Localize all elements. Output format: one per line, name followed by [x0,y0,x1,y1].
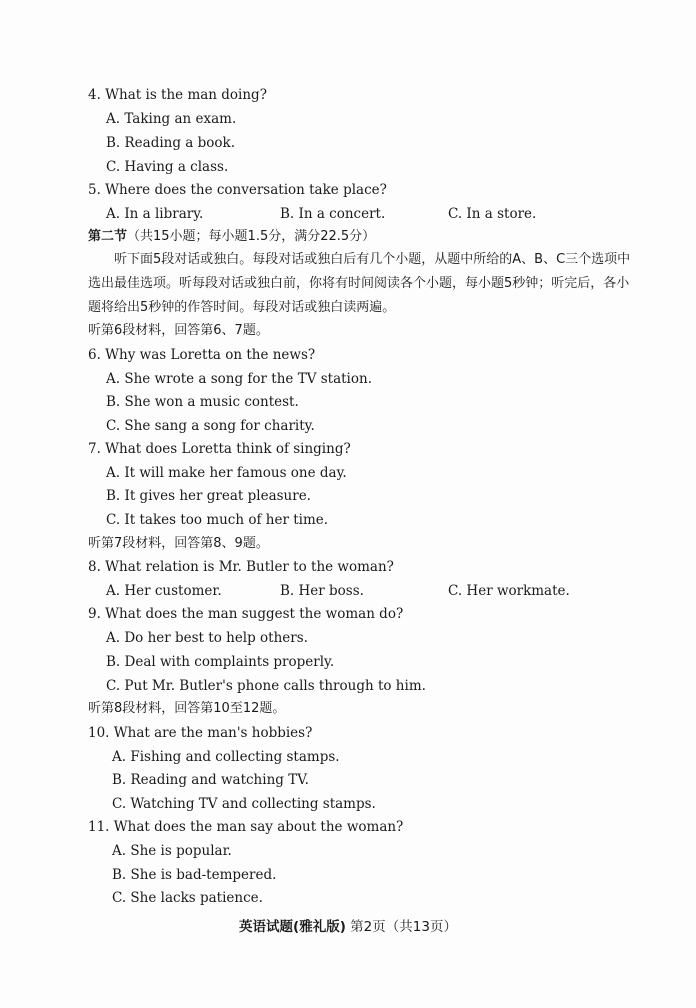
q7-option-c: C. It takes too much of her time. [106,512,329,528]
question-6: 6. Why was Loretta on the news? [88,347,316,363]
material-7-heading: 听第7段材料，回答第8、9题。 [88,536,269,551]
q8-option-a: A. Her customer. [106,583,222,599]
q6-option-c: C. She sang a song for charity. [106,418,315,434]
q11-option-c: C. She lacks patience. [112,890,263,906]
q5-option-a: A. In a library. [106,206,204,222]
section-note: （共15小题；每小题1.5分，满分22.5分） [127,229,376,244]
material-6-heading: 听第6段材料，回答第6、7题。 [88,323,269,338]
q9-option-c: C. Put Mr. Butler's phone calls through to him. [106,678,426,694]
question-11: 11. What does the man say about the woman? [88,819,404,835]
q11-option-b: B. She is bad-tempered. [112,867,277,883]
q11-option-a: A. She is popular. [112,843,232,859]
q5-option-c: C. In a store. [448,206,537,222]
section-instructions: 听下面5段对话或独白。每段对话或独白后有几个小题，从题中所给的A、B、C三个选项中选出最佳选项。听每段对话或独白前，你将有时间阅读各个小题，每小题5秒钟；听完后，各小题将给出5秒钟的作答时间。每段对话或独白读两遍。 [88,252,631,315]
page-footer [0,918,696,936]
q7-option-a: A. It will make her famous one day. [106,465,347,481]
footer-page: 第2页（共13页） [350,919,457,935]
q8-option-c: C. Her workmate. [448,583,570,599]
q6-option-b: B. She won a music contest. [106,394,299,410]
q9-option-a: A. Do her best to help others. [106,630,308,646]
question-5: 5. Where does the conversation take place? [88,182,387,198]
q6-option-a: A. She wrote a song for the TV station. [106,371,372,387]
question-10: 10. What are the man's hobbies? [88,725,313,741]
question-4: 4. What is the man doing? [88,87,267,103]
q10-option-a: A. Fishing and collecting stamps. [112,749,340,765]
q4-option-a: A. Taking an exam. [106,111,237,127]
q5-option-b: B. In a concert. [280,206,386,222]
q8-option-b: B. Her boss. [280,583,364,599]
question-9: 9. What does the man suggest the woman do? [88,606,404,622]
footer-subject: 英语试题(雅礼版) [239,919,346,935]
section-title: 第二节 [88,229,128,244]
q10-option-b: B. Reading and watching TV. [112,772,309,788]
question-8: 8. What relation is Mr. Butler to the woman? [88,559,394,575]
q10-option-c: C. Watching TV and collecting stamps. [112,796,376,812]
question-7: 7. What does Loretta think of singing? [88,441,351,457]
material-8-heading: 听第8段材料，回答第10至12题。 [88,701,286,716]
q4-option-b: B. Reading a book. [106,135,236,151]
q4-option-c: C. Having a class. [106,159,229,175]
q9-option-b: B. Deal with complaints properly. [106,654,335,670]
section-heading [88,228,375,246]
q7-option-b: B. It gives her great pleasure. [106,488,311,504]
